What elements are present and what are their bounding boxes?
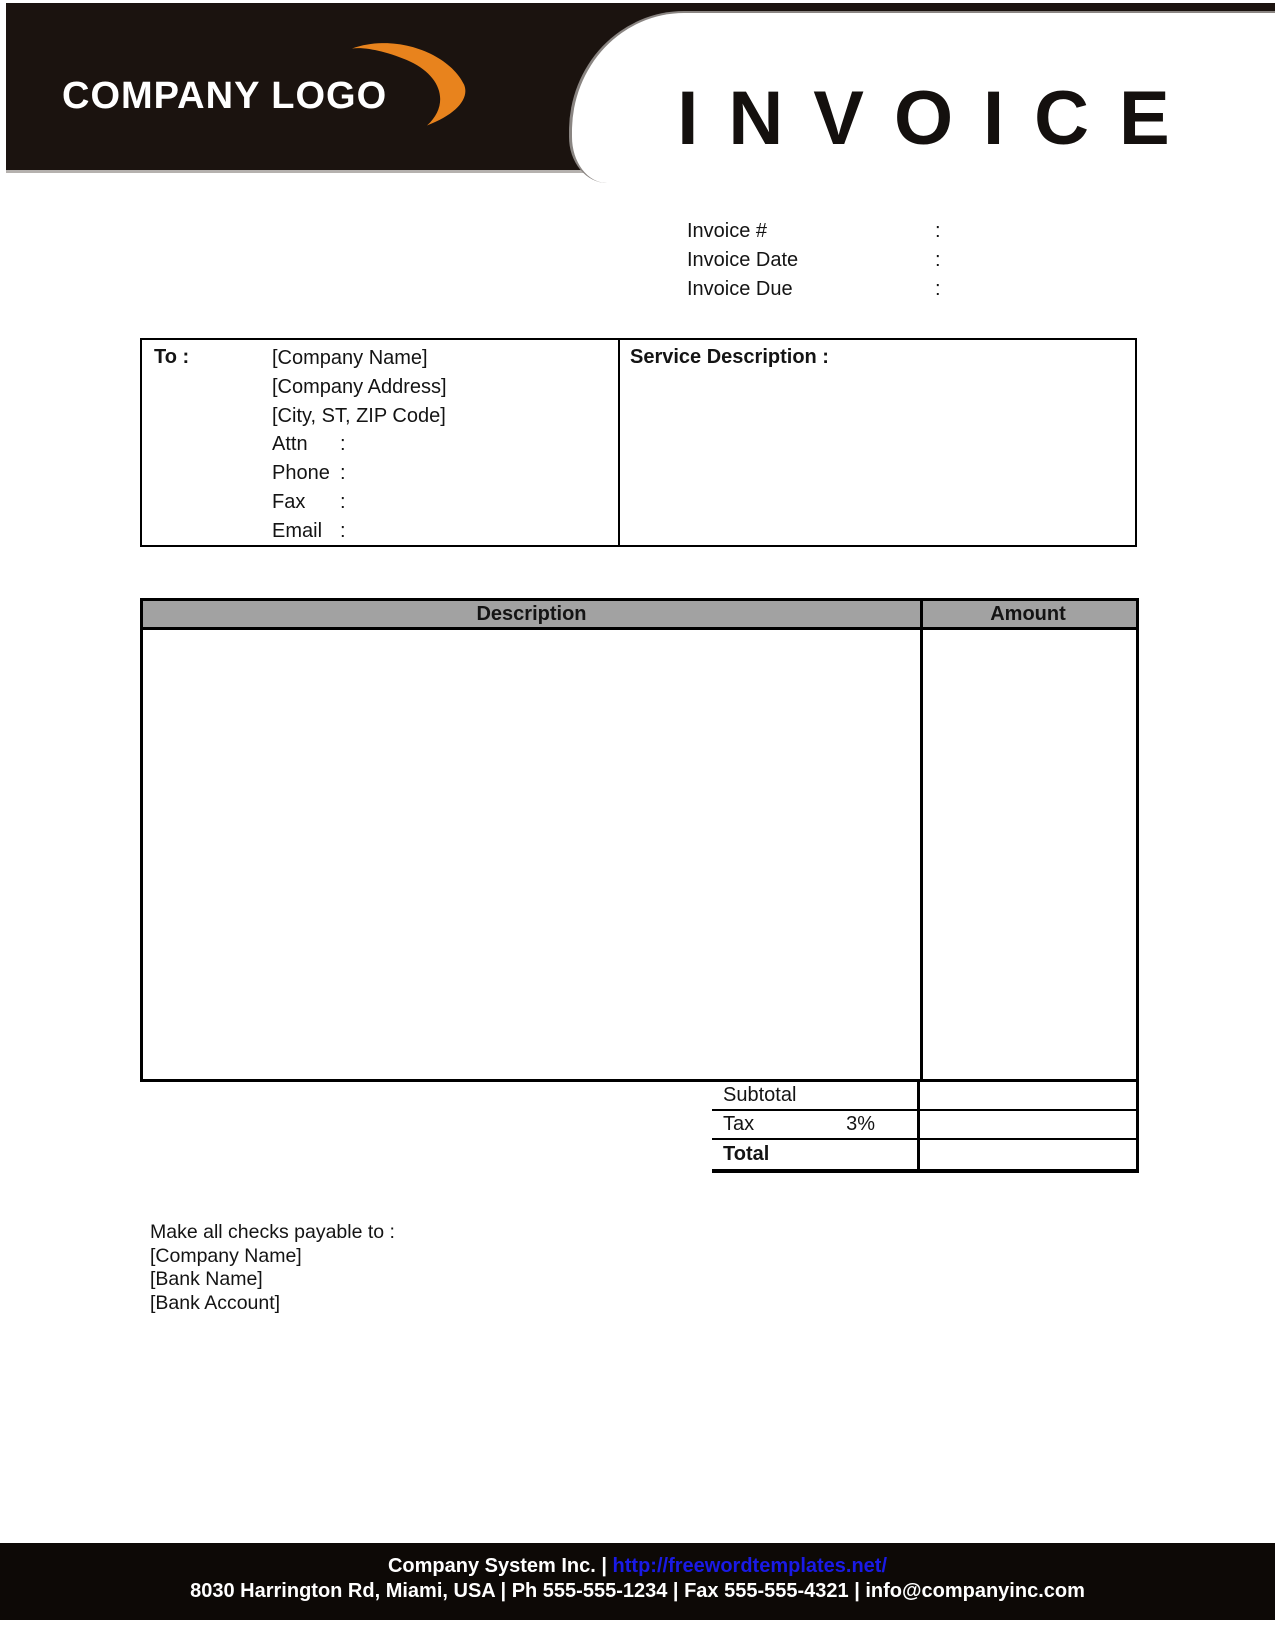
invoice-number-label: Invoice # [687, 220, 768, 242]
recipient-details [272, 344, 447, 546]
fax-label: Fax [272, 490, 306, 513]
description-column-header: Description [476, 603, 587, 625]
footer-link[interactable]: http://freewordtemplates.net/ [612, 1555, 888, 1577]
colon: : [340, 433, 346, 456]
total-row [712, 1140, 1136, 1173]
column-divider [917, 1140, 920, 1169]
to-heading: To : [154, 346, 190, 368]
tax-label [712, 1111, 917, 1138]
invoice-due-row [687, 275, 1069, 304]
invoice-number-row [687, 217, 1069, 246]
column-divider [917, 1111, 920, 1138]
header-band [6, 3, 1275, 173]
amount-column-header: Amount [990, 603, 1066, 625]
phone-label: Phone [272, 462, 330, 485]
total-label: Total [723, 1143, 770, 1165]
invoice-meta [687, 217, 1069, 304]
items-table-header [143, 601, 1136, 630]
tax-rate: 3% [846, 1113, 875, 1135]
invoice-date-row [687, 246, 1069, 275]
tax-label-text: Tax [723, 1113, 755, 1135]
total-amount [917, 1140, 1136, 1169]
payable-company-name: [Company Name] [150, 1244, 302, 1267]
colon: : [340, 490, 346, 513]
attn-field [272, 430, 447, 459]
payable-bank-name: [Bank Name] [150, 1268, 263, 1291]
invoice-due-label: Invoice Due [687, 278, 793, 300]
colon: : [935, 220, 941, 242]
colon: : [340, 462, 346, 485]
attn-label: Attn [272, 433, 308, 456]
checks-payable-heading: Make all checks payable to : [150, 1221, 395, 1243]
colon: : [340, 519, 346, 542]
service-description-cell [620, 340, 1135, 545]
column-divider [917, 1082, 920, 1109]
totals-section [712, 1082, 1139, 1173]
phone-field [272, 459, 447, 488]
footer-separator: | [601, 1555, 607, 1577]
payable-bank-account: [Bank Account] [150, 1291, 281, 1314]
recipient-cell [142, 340, 620, 545]
footer-address-line: 8030 Harrington Rd, Miami, USA | Ph 555-555-1234 | Fax 555-555-4321 | info@companyinc.com [190, 1580, 1085, 1602]
subtotal-row [712, 1082, 1136, 1111]
tax-amount [917, 1111, 1136, 1138]
header-white-panel [569, 11, 1275, 183]
company-logo: COMPANY LOGO [62, 75, 388, 117]
recipient-box [140, 338, 1137, 547]
logo-swoosh-icon [352, 40, 470, 126]
fax-field [272, 488, 447, 517]
tax-row [712, 1111, 1136, 1140]
footer-bar [0, 1543, 1275, 1620]
footer-company-line [0, 1554, 1275, 1579]
service-description-heading: Service Description : [630, 346, 829, 368]
page-title: INVOICE [677, 76, 1200, 161]
payment-info [150, 1221, 395, 1315]
colon: : [935, 278, 941, 300]
items-table [140, 598, 1139, 1082]
email-label: Email [272, 519, 323, 542]
subtotal-label: Subtotal [723, 1084, 797, 1106]
recipient-city-state-zip: [City, ST, ZIP Code] [272, 404, 446, 427]
recipient-company-name: [Company Name] [272, 347, 428, 369]
colon: : [935, 249, 941, 271]
recipient-company-address: [Company Address] [272, 375, 447, 398]
subtotal-amount [917, 1082, 1136, 1109]
items-table-body [143, 630, 1136, 1079]
column-divider [920, 601, 923, 1079]
invoice-date-label: Invoice Date [687, 249, 799, 271]
footer-company: Company System Inc. [387, 1555, 596, 1577]
email-field [272, 517, 447, 546]
